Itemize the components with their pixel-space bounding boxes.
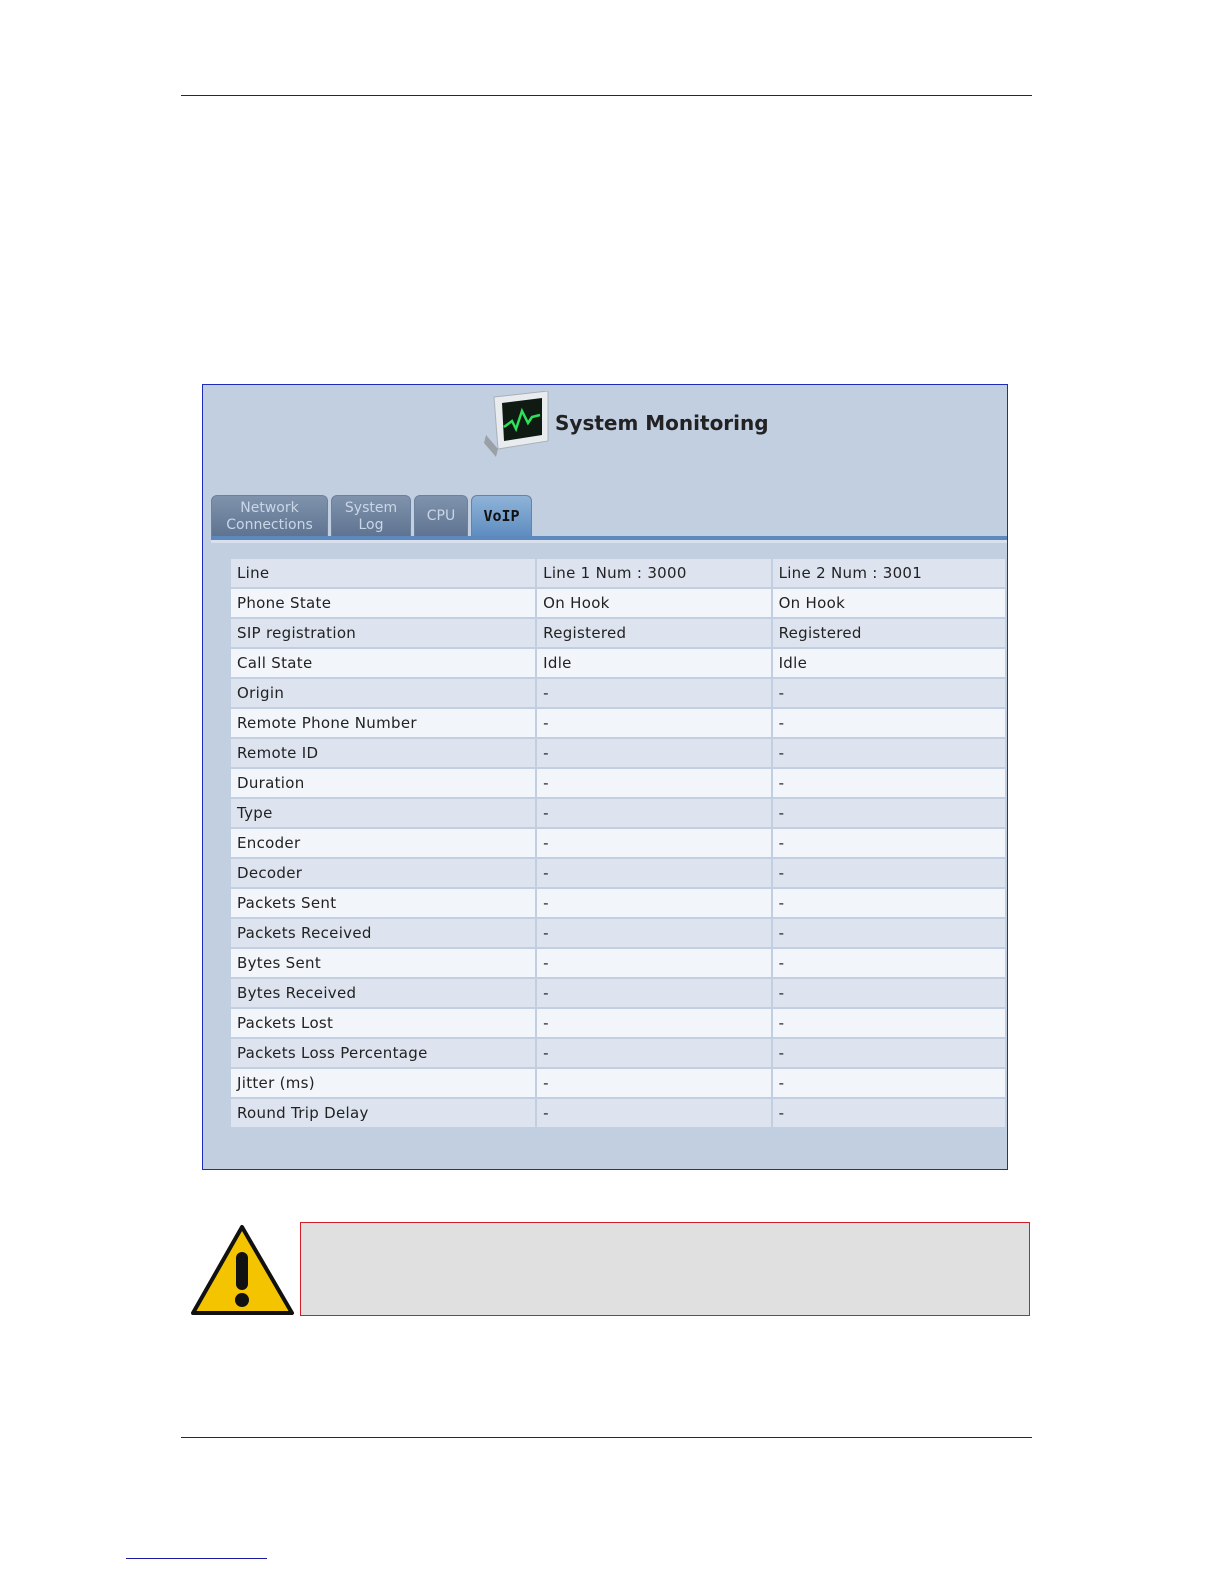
table-row	[231, 949, 1005, 977]
tab-strip	[211, 495, 1001, 537]
tab-label: Network	[240, 499, 299, 516]
row-label: Encoder	[231, 829, 535, 857]
row-label: Bytes Sent	[231, 949, 535, 977]
row-label: Line	[231, 559, 535, 587]
footer-rule	[181, 1437, 1032, 1438]
line-2-value: Registered	[773, 619, 1005, 647]
tab-label: CPU	[426, 508, 456, 524]
row-label: Bytes Received	[231, 979, 535, 1007]
table-row	[231, 559, 1005, 587]
line-1-value: -	[537, 739, 770, 767]
line-1-value: -	[537, 889, 770, 917]
table-row	[231, 919, 1005, 947]
row-label: Packets Loss Percentage	[231, 1039, 535, 1067]
table-row	[231, 589, 1005, 617]
line-2-value: -	[773, 829, 1005, 857]
voip-status-table-wrap	[229, 557, 1007, 1129]
table-row	[231, 859, 1005, 887]
line-2-value: -	[773, 1039, 1005, 1067]
line-1-value: Line 1 Num : 3000	[537, 559, 770, 587]
row-label: Call State	[231, 649, 535, 677]
row-label: Round Trip Delay	[231, 1099, 535, 1127]
table-row	[231, 619, 1005, 647]
table-row	[231, 799, 1005, 827]
line-2-value: -	[773, 1009, 1005, 1037]
line-1-value: -	[537, 1069, 770, 1097]
line-2-value: -	[773, 1069, 1005, 1097]
tab-label: Log	[358, 516, 384, 533]
row-label: SIP registration	[231, 619, 535, 647]
page-header	[203, 385, 1007, 475]
line-2-value: On Hook	[773, 589, 1005, 617]
line-2-value: -	[773, 1099, 1005, 1127]
line-2-value: Idle	[773, 649, 1005, 677]
line-2-value: -	[773, 919, 1005, 947]
line-1-value: -	[537, 829, 770, 857]
table-row	[231, 889, 1005, 917]
line-2-value: -	[773, 979, 1005, 1007]
line-1-value: -	[537, 1099, 770, 1127]
row-label: Origin	[231, 679, 535, 707]
line-1-value: -	[537, 709, 770, 737]
row-label: Packets Lost	[231, 1009, 535, 1037]
line-2-value: -	[773, 709, 1005, 737]
table-row	[231, 829, 1005, 857]
tab-system-log[interactable]	[331, 495, 411, 537]
line-1-value: -	[537, 799, 770, 827]
row-label: Remote ID	[231, 739, 535, 767]
screenshot-panel	[202, 384, 1008, 1170]
warning-note-box	[300, 1222, 1030, 1316]
line-2-value: -	[773, 949, 1005, 977]
table-row	[231, 709, 1005, 737]
tab-network-connections[interactable]	[211, 495, 328, 537]
table-row	[231, 1039, 1005, 1067]
table-row	[231, 679, 1005, 707]
row-label: Type	[231, 799, 535, 827]
row-label: Packets Sent	[231, 889, 535, 917]
line-2-value: -	[773, 799, 1005, 827]
line-2-value: -	[773, 769, 1005, 797]
tab-label: VoIP	[483, 507, 520, 525]
table-row	[231, 1069, 1005, 1097]
tab-cpu[interactable]	[414, 495, 468, 537]
line-1-value: -	[537, 859, 770, 887]
table-row	[231, 769, 1005, 797]
line-2-value: -	[773, 859, 1005, 887]
line-1-value: -	[537, 1009, 770, 1037]
line-1-value: On Hook	[537, 589, 770, 617]
header-rule	[181, 95, 1032, 96]
row-label: Packets Received	[231, 919, 535, 947]
line-2-value: -	[773, 679, 1005, 707]
tab-underline-shadow	[211, 540, 1008, 543]
footnote-rule	[126, 1558, 267, 1559]
line-1-value: -	[537, 919, 770, 947]
table-row	[231, 739, 1005, 767]
monitor-graph-icon	[482, 391, 550, 457]
row-label: Duration	[231, 769, 535, 797]
page-title: System Monitoring	[555, 411, 769, 435]
table-row	[231, 1099, 1005, 1127]
line-1-value: -	[537, 979, 770, 1007]
tab-voip[interactable]	[471, 495, 532, 537]
row-label: Remote Phone Number	[231, 709, 535, 737]
table-row	[231, 979, 1005, 1007]
tab-label: System	[344, 499, 398, 516]
line-1-value: -	[537, 1039, 770, 1067]
table-row	[231, 649, 1005, 677]
row-label: Jitter (ms)	[231, 1069, 535, 1097]
voip-status-table	[229, 557, 1007, 1129]
line-1-value: -	[537, 679, 770, 707]
line-2-value: -	[773, 889, 1005, 917]
line-2-value: Line 2 Num : 3001	[773, 559, 1005, 587]
row-label: Phone State	[231, 589, 535, 617]
line-1-value: Idle	[537, 649, 770, 677]
warning-triangle-icon	[190, 1224, 295, 1316]
tab-label: Connections	[226, 516, 313, 533]
line-2-value: -	[773, 739, 1005, 767]
line-1-value: -	[537, 949, 770, 977]
line-1-value: Registered	[537, 619, 770, 647]
row-label: Decoder	[231, 859, 535, 887]
line-1-value: -	[537, 769, 770, 797]
table-row	[231, 1009, 1005, 1037]
